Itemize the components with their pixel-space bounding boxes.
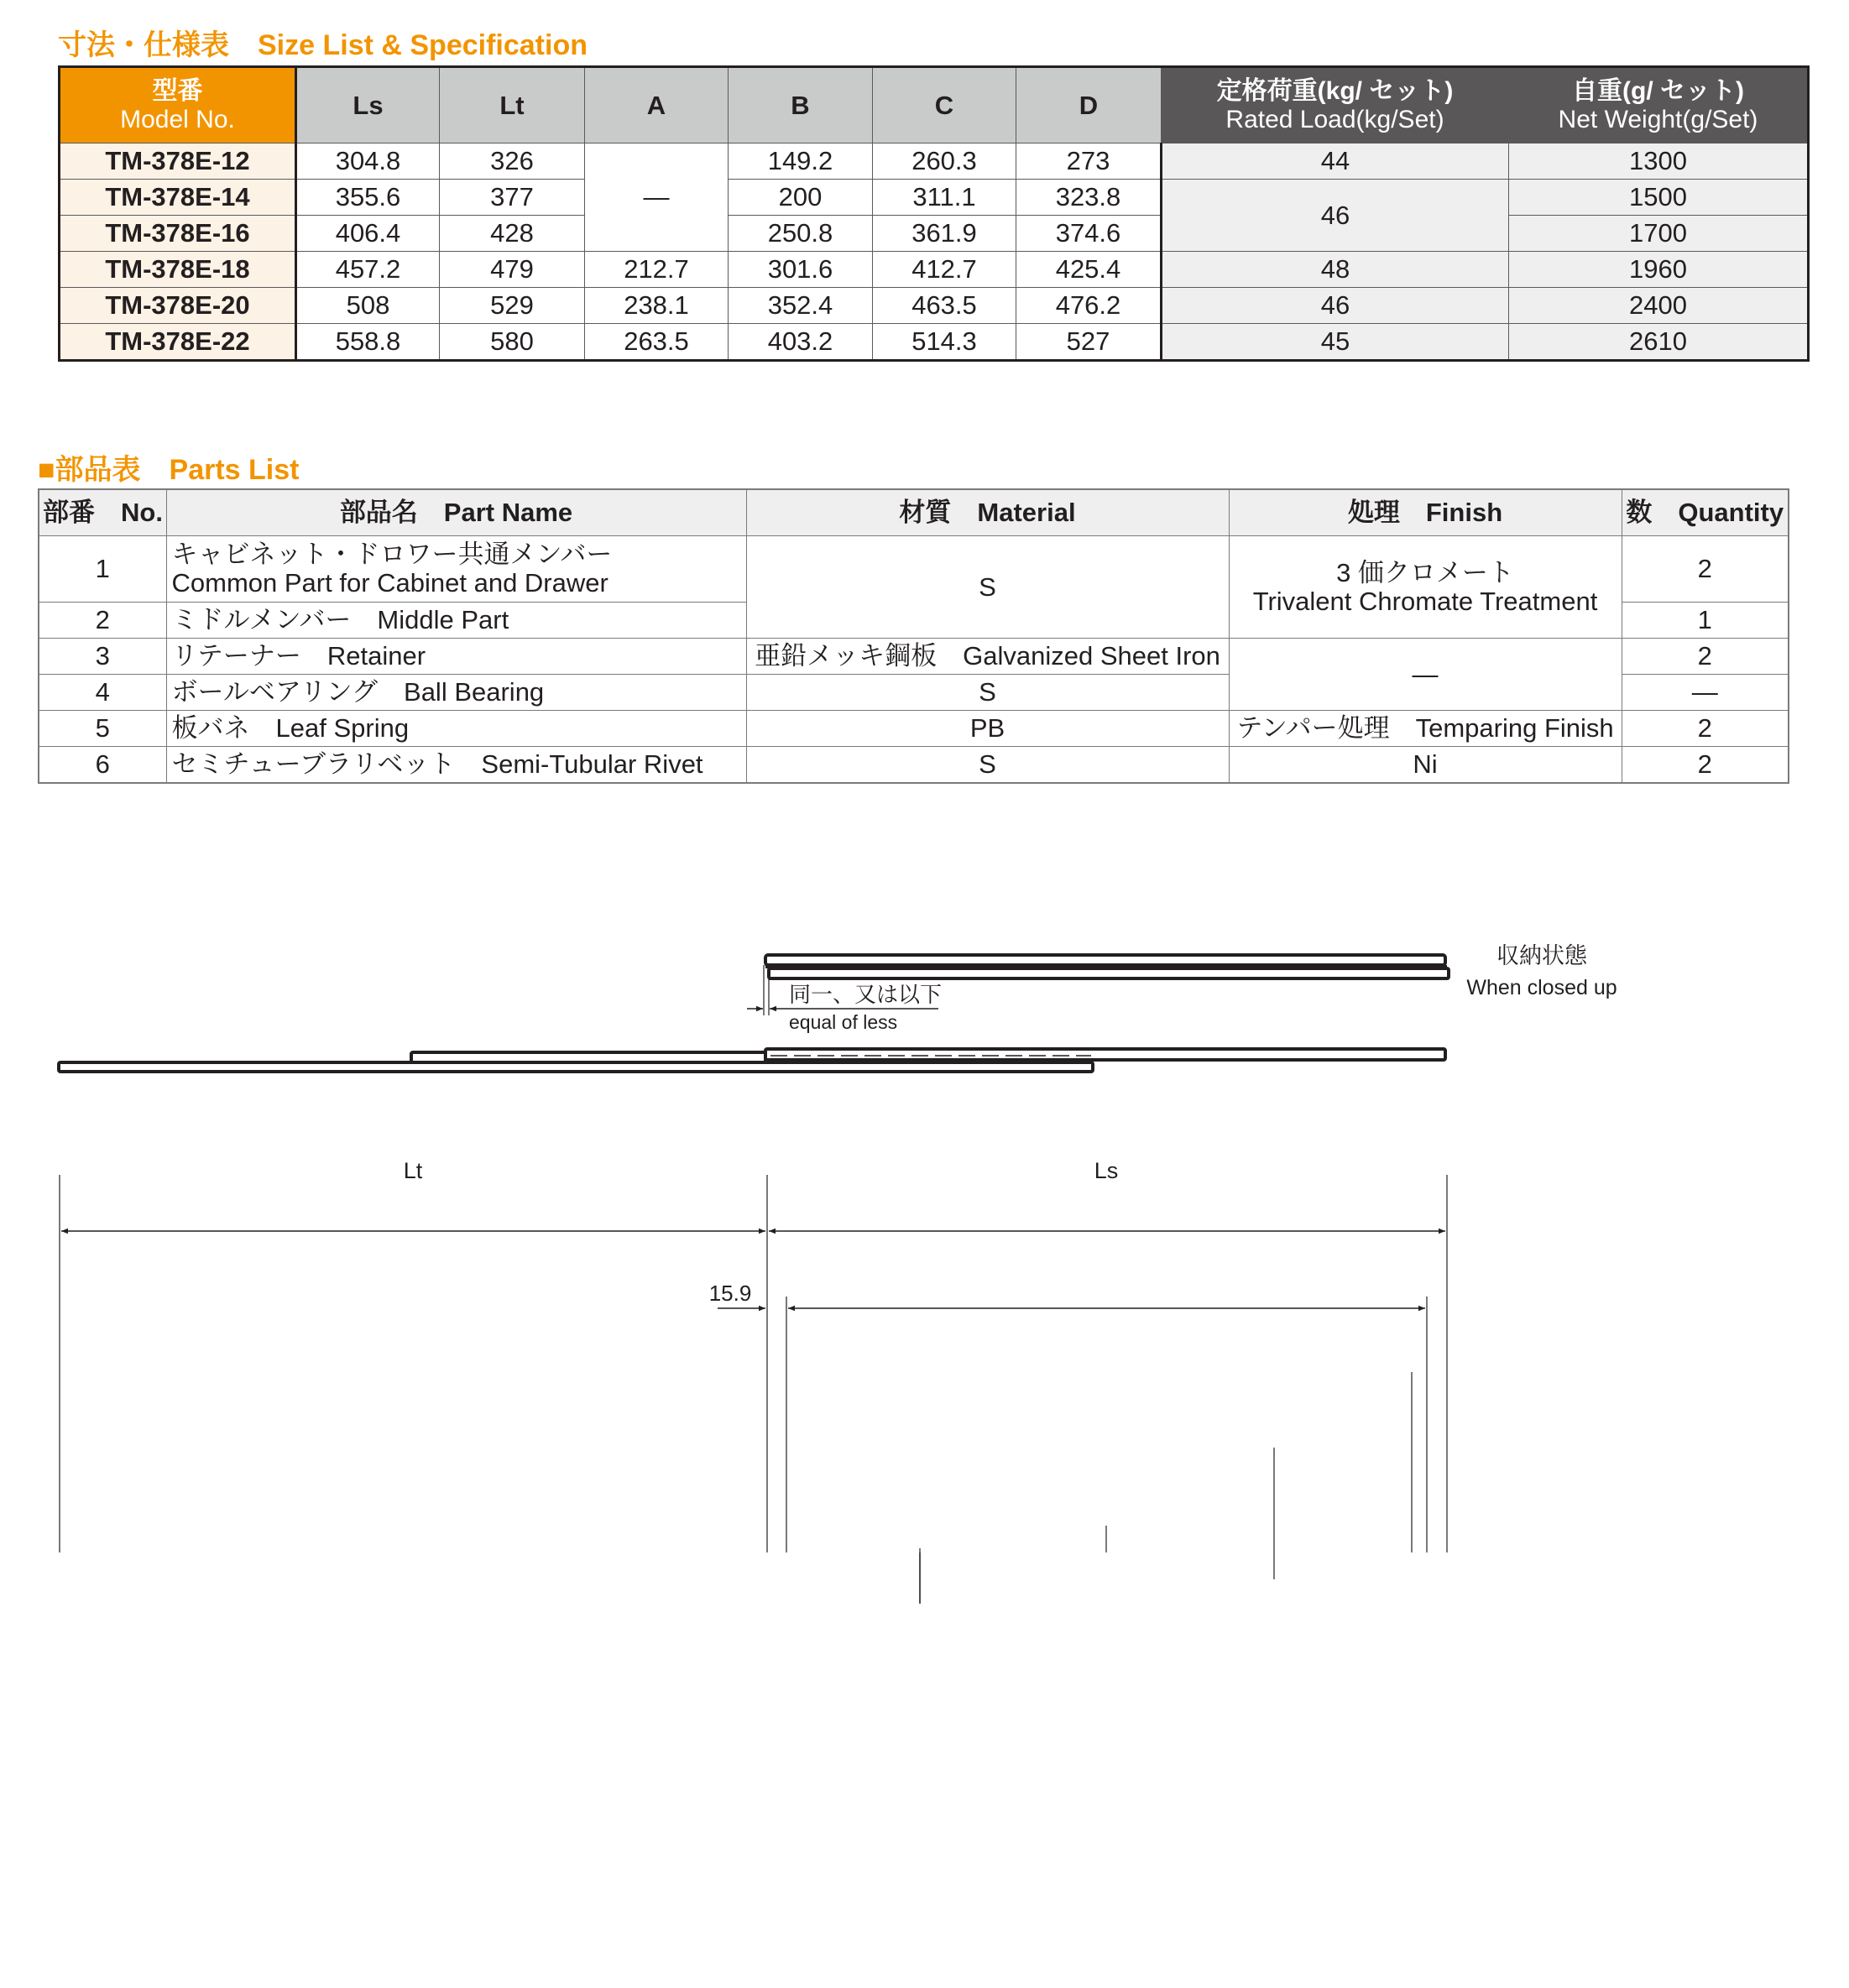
header-quantity: 数 Quantity: [1622, 489, 1789, 536]
header-weight-jp: 自重(g/ セット): [1572, 76, 1744, 105]
cell-material: S: [746, 675, 1229, 711]
cell-a-merged: —: [585, 143, 729, 252]
header-ls: Ls: [296, 67, 440, 143]
cell-no: 2: [39, 603, 166, 639]
cell-d: 323.8: [1016, 180, 1162, 216]
cell-b: 200: [729, 180, 873, 216]
ls-dim-label-top: Ls: [1094, 1158, 1119, 1183]
cell-model: TM-378E-12: [60, 143, 296, 180]
cell-d: 527: [1016, 324, 1162, 361]
closed-label-en: When closed up: [1466, 976, 1617, 999]
finish-jp: 3 価クロメート: [1336, 557, 1514, 587]
cell-material: PB: [746, 711, 1229, 747]
header-finish: 処理 Finish: [1229, 489, 1622, 536]
part-name-jp: キャビネット・ドロワー共通メンバー: [171, 540, 613, 569]
cell-weight: 1300: [1509, 143, 1809, 180]
cell-d: 425.4: [1016, 252, 1162, 288]
closed-view: [747, 943, 1617, 1033]
cell-weight: 1700: [1509, 216, 1809, 252]
header-model-en: Model No.: [120, 105, 235, 133]
cell-ls: 457.2: [296, 252, 440, 288]
cell-material: S: [746, 747, 1229, 784]
cell-c: 463.5: [873, 288, 1016, 324]
cell-ls: 355.6: [296, 180, 440, 216]
lt-dim-label: Lt: [403, 1158, 423, 1183]
cell-model: TM-378E-18: [60, 252, 296, 288]
header-d: D: [1016, 67, 1162, 143]
header-weight-en: Net Weight(g/Set): [1558, 105, 1758, 133]
cell-c: 260.3: [873, 143, 1016, 180]
cell-ls: 508: [296, 288, 440, 324]
cell-model: TM-378E-16: [60, 216, 296, 252]
header-load-en: Rated Load(kg/Set): [1225, 105, 1444, 133]
cell-c: 412.7: [873, 252, 1016, 288]
cell-no: 4: [39, 675, 166, 711]
spec-section-title: 寸法・仕様表 Size List & Specification: [58, 29, 588, 61]
equal-label-en: equal of less: [789, 1011, 898, 1033]
cell-a: 212.7: [585, 252, 729, 288]
cell-lt: 326: [440, 143, 585, 180]
cell-c: 311.1: [873, 180, 1016, 216]
cell-load-merged: 46: [1162, 180, 1509, 252]
equal-label-jp: 同一、又は以下: [789, 982, 943, 1007]
cell-quantity: 2: [1622, 747, 1789, 784]
cell-no: 3: [39, 639, 166, 675]
closed-label-jp: 収納状態: [1496, 943, 1587, 968]
cell-finish: Ni: [1229, 747, 1622, 784]
header-load-jp: 定格荷重(kg/ セット): [1216, 76, 1454, 105]
cell-material-merged: S: [746, 536, 1229, 639]
closed-lower-rail: [769, 968, 1449, 978]
cell-ls: 406.4: [296, 216, 440, 252]
header-no: 部番 No.: [39, 489, 166, 536]
header-a: A: [585, 67, 729, 143]
cell-a: 263.5: [585, 324, 729, 361]
header-part-name: 部品名 Part Name: [166, 489, 746, 536]
cell-quantity: 1: [1622, 603, 1789, 639]
cell-weight: 2610: [1509, 324, 1809, 361]
cell-part-name: セミチューブラリベット Semi-Tubular Rivet: [166, 747, 746, 784]
cell-ls: 304.8: [296, 143, 440, 180]
cell-part-name: ミドルメンバー Middle Part: [166, 603, 746, 639]
cell-weight: 1960: [1509, 252, 1809, 288]
cell-load: 44: [1162, 143, 1509, 180]
cell-part-name: リテーナー Retainer: [166, 639, 746, 675]
cell-model: TM-378E-20: [60, 288, 296, 324]
cell-load: 46: [1162, 288, 1509, 324]
v159-label-top: 15.9: [708, 1281, 752, 1306]
closed-upper-rail: [765, 955, 1445, 965]
cell-lt: 377: [440, 180, 585, 216]
cell-lt: 479: [440, 252, 585, 288]
header-c: C: [873, 67, 1016, 143]
cell-lt: 428: [440, 216, 585, 252]
cell-model: TM-378E-14: [60, 180, 296, 216]
cell-no: 5: [39, 711, 166, 747]
cell-load: 48: [1162, 252, 1509, 288]
cell-d: 374.6: [1016, 216, 1162, 252]
cell-quantity: 2: [1622, 536, 1789, 603]
parts-section-title: ■部品表 Parts List: [38, 454, 300, 486]
extended-drawer-rail: [765, 1049, 1445, 1060]
cell-b: 403.2: [729, 324, 873, 361]
cell-c: 514.3: [873, 324, 1016, 361]
cell-b: 352.4: [729, 288, 873, 324]
cell-quantity: —: [1622, 675, 1789, 711]
cell-no: 1: [39, 536, 166, 603]
cell-quantity: 2: [1622, 711, 1789, 747]
cell-lt: 580: [440, 324, 585, 361]
top-dimensions: [60, 1158, 1447, 1604]
cell-no: 6: [39, 747, 166, 784]
cell-weight: 1500: [1509, 180, 1809, 216]
cell-d: 476.2: [1016, 288, 1162, 324]
cell-a: 238.1: [585, 288, 729, 324]
header-material: 材質 Material: [746, 489, 1229, 536]
finish-en: Trivalent Chromate Treatment: [1252, 586, 1598, 616]
part-name-en: Common Part for Cabinet and Drawer: [171, 568, 608, 597]
cell-d: 273: [1016, 143, 1162, 180]
cell-load: 45: [1162, 324, 1509, 361]
cell-part-name: ボールベアリング Ball Bearing: [166, 675, 746, 711]
cell-c: 361.9: [873, 216, 1016, 252]
extended-view: [59, 1049, 1445, 1072]
cell-weight: 2400: [1509, 288, 1809, 324]
cell-ls: 558.8: [296, 324, 440, 361]
header-b: B: [729, 67, 873, 143]
cell-model: TM-378E-22: [60, 324, 296, 361]
cell-material: 亜鉛メッキ鋼板 Galvanized Sheet Iron: [746, 639, 1229, 675]
cell-part-name: 板バネ Leaf Spring: [166, 711, 746, 747]
header-model-jp: 型番: [152, 76, 203, 105]
cell-finish: テンパー処理 Temparing Finish: [1229, 711, 1622, 747]
cell-b: 301.6: [729, 252, 873, 288]
header-lt: Lt: [440, 67, 585, 143]
extended-cabinet-rail: [59, 1062, 1093, 1072]
cell-finish-merged: —: [1229, 639, 1622, 711]
cell-b: 250.8: [729, 216, 873, 252]
cell-lt: 529: [440, 288, 585, 324]
cell-quantity: 2: [1622, 639, 1789, 675]
cell-b: 149.2: [729, 143, 873, 180]
